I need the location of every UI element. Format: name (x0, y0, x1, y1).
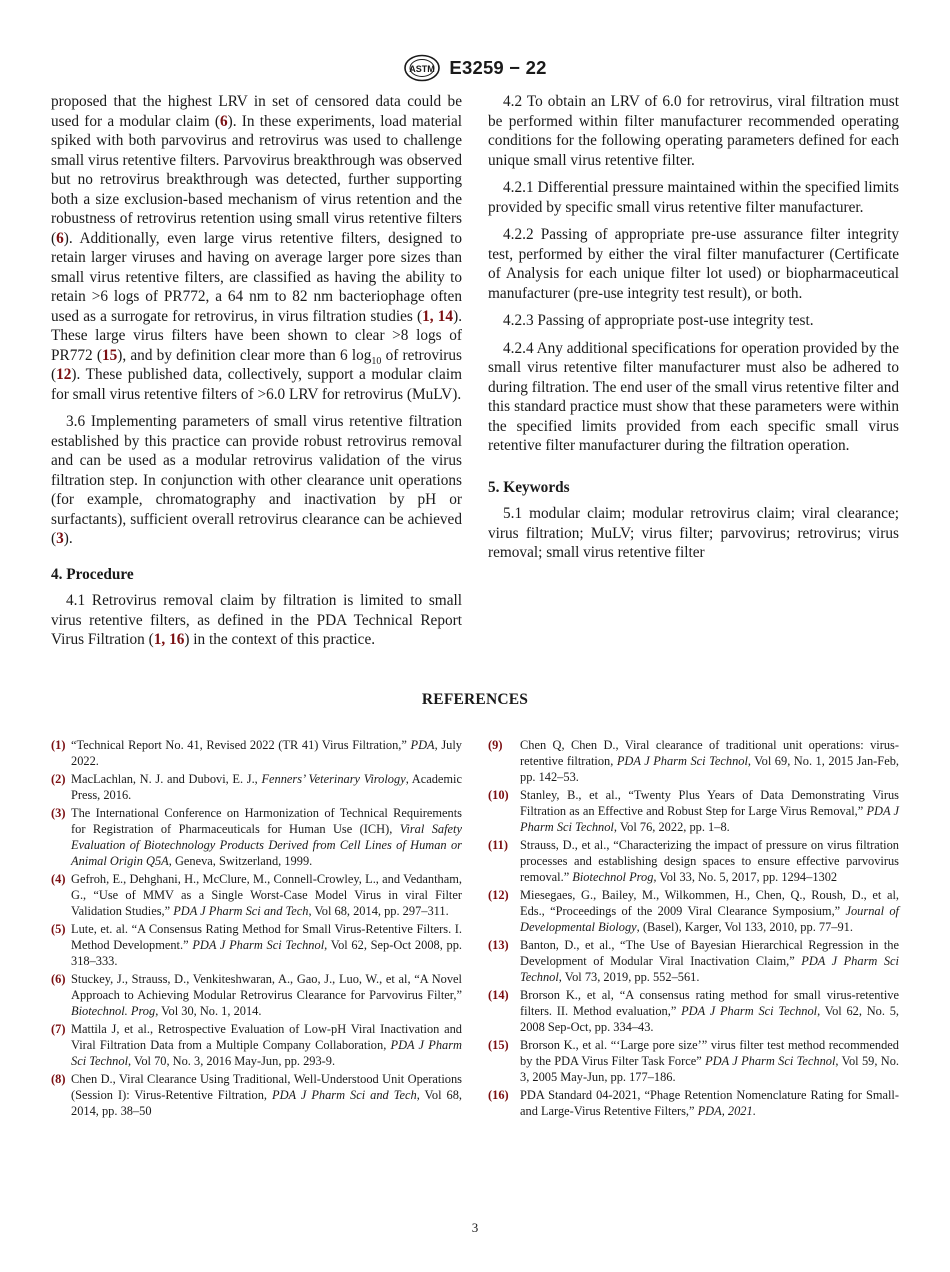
section-heading-keywords: 5. Keywords (488, 478, 570, 496)
standard-designation: E3259 − 22 (449, 57, 547, 78)
reference-item: (1) “Technical Report No. 41, Revised 2022 (TR 41) Virus Filtration,” PDA, July 2022. (51, 738, 462, 768)
reference-item: (9) Chen Q, Chen D., Viral clearance of traditional unit operations: virus-retentive filtration, PDA J Pharm Sci Technol, Vol 69, No. 1, 2015 Jan-Feb, pp. 142–53. (488, 738, 899, 784)
reference-item: (13) Banton, D., et al., “The Use of Bayesian Hierarchical Regression in the Development of Modular Viral Inactivation Claim,” PDA J Pharm Sci Technol, Vol 73, 2019, pp. 552–561. (488, 938, 899, 984)
section-heading-procedure: 4. Procedure (51, 565, 134, 583)
references-right (488, 737, 899, 1121)
astm-logo-text: ASTM (409, 64, 436, 74)
reference-item: (14) Brorson K., et al, “A consensus rating method for small virus-retentive filters. II. Method evaluation,” PDA J Pharm Sci Technol, Vol 62, No. 5, 2008 Sep-Oct, pp. 334–43. (488, 988, 900, 1034)
page-header (0, 54, 950, 82)
paragraph-4-2-3: 4.2.3 Passing of appropriate post-use integrity test. (503, 312, 814, 329)
paragraph-4-2-4: 4.2.4 Any additional specifications for operation provided by the small virus retentive filter manufacturer must also be adhered to during filtration. The end user of the small virus retentive filter and this standard practice must show that these parameters were within the specified limits provided from each specific small virus retentive filter manufacturer during the filtration operation. (488, 339, 899, 454)
reference-item: (11) Strauss, D., et al., “Characterizing the impact of pressure on virus filtration processes and establishing design spaces to ensure effective parvovirus removal.” Biotechnol Prog, Vol 33, No. 5, 2017, pp. 1294–1302 (488, 838, 899, 884)
astm-logo-icon (403, 54, 441, 82)
citation-link[interactable]: 1, 14 (422, 307, 454, 325)
reference-item: (6) Stuckey, J., Strauss, D., Venkiteshwaran, A., Gao, J., Luo, W., et al, “A Novel Approach to Achieving Modular Retrovirus Clearance for Parvovirus Filter,” Biotechnol. Prog, Vol 30, No. 1, 2014. (51, 972, 462, 1018)
left-column (51, 92, 462, 658)
reference-item: (10) Stanley, B., et al., “Twenty Plus Years of Data Demonstrating Virus Filtration as an Effective and Robust Step for Large Virus Removal,” PDA J Pharm Sci Technol, Vol 76, 2022, pp. 1–8. (488, 788, 899, 834)
reference-item: (8) Chen D., Viral Clearance Using Traditional, Well-Understood Unit Operations (Session I): Virus-Retentive Filtration, PDA J Pharm Sci and Tech, Vol 68, 2014, pp. 38–50 (51, 1072, 462, 1118)
reference-item: (15) Brorson K., et al. “‘Large pore size’” virus filter test method recommended by the PDA Virus Filter Task Force” PDA J Pharm Sci Technol, Vol 59, No. 3, 2005 May-Jun, pp. 177–186. (488, 1038, 900, 1084)
reference-item: (12) Miesegaes, G., Bailey, M., Wilkommen, H., Chen, Q., Roush, D., et al, Eds., “Proceedings of the 2009 Viral Clearance Symposium,” Journal of Developmental Biology, (Basel), Karger, Vol 133, 2010, pp. 77–91. (488, 888, 899, 934)
reference-item: (7) Mattila J, et al., Retrospective Evaluation of Low-pH Viral Inactivation and Viral Filtration Data from a Multiple Company Collaboration, PDA J Pharm Sci Technol, Vol 70, No. 3, 2016 May-Jun, pp. 293-9. (51, 1022, 462, 1068)
citation-link[interactable]: 15 (101, 346, 118, 364)
reference-item: (3) The International Conference on Harmonization of Technical Requirements for Registration of Pharmaceuticals for Human Use (ICH), Viral Safety Evaluation of Biotechnology Products Derived from Cell Lines of Human or Animal Origin Q5A, Geneva, Switzerland, 1999. (51, 806, 462, 868)
paragraph-4-1: 4.1 Retrovirus removal claim by filtration is limited to small virus retentive filters, as defined in the PDA Technical Report Virus Filtration (1, 16) in the context of this practice. (51, 592, 462, 648)
page-number: 3 (471, 1220, 479, 1235)
references-title: REFERENCES (421, 691, 529, 708)
citation-link[interactable]: 6 (219, 112, 228, 130)
citation-link[interactable]: 1, 16 (153, 631, 185, 648)
right-column (488, 92, 899, 571)
paragraph-5-1: 5.1 modular claim; modular retrovirus claim; viral clearance; virus filtration; MuLV; virus filter; parvovirus; retrovirus; virus removal; small virus retentive filter (488, 505, 899, 561)
paragraph-3-5-continued: proposed that the highest LRV in set of censored data could be used for a modular claim (6). In these experiments, load material spiked with both parvovirus and retrovirus was used to challenge small virus retentive filters. Parvovirus breakthrough was observed but no retrovirus breakthrough was detected, further supporting both a size exclusion-based mechanism of virus retention and the robustness of retrovirus retention using small virus retentive filters (6). Additionally, even large virus retentive filters, designed to retain larger viruses and having on average larger pore sizes than small virus retentive filters, are classified as having the ability to retain >6 logs of PR772, a 64 nm to 82 nm bacteriophage often used as a surrogate for retrovirus, in virus filtration studies (1, 14). These large virus filters have been shown to clear >8 logs of PR772 (15), and by definition clear more than 6 $\log_{10}$ of retrovirus (12). These published data, collectively, support a modular claim for small virus retentive filters of >6.0 LRV for retrovirus (MuLV). (51, 93, 463, 403)
paragraph-4-2-1: 4.2.1 Differential pressure maintained within the specified limits provided by specific small virus retentive filter manufacturer. (488, 179, 899, 216)
paragraph-3-6: 3.6 Implementing parameters of small virus retentive filtration established by this practice can provide robust retrovirus removal and can be used as a modular retrovirus validation of the virus filtration step. In conjunction with other clearance unit operations (for example, chromatography and inactivation by pH or surfactants), sufficient overall retrovirus clearance can be achieved (3). (51, 413, 462, 547)
reference-item: (4) Gefroh, E., Dehghani, H., McClure, M., Connell-Crowley, L., and Vedantham, G., “Use of MMV as a Single Worst-Case Model Virus in viral Filter Validation Studies,” PDA J Pharm Sci and Tech, Vol 68, 2014, pp. 297–311. (51, 872, 462, 918)
reference-item: (16) PDA Standard 04-2021, “Phage Retention Nomenclature Rating for Small- and Large-Virus Retentive Filters,” PDA, 2021. (488, 1088, 899, 1118)
reference-item: (5) Lute, et. al. “A Consensus Rating Method for Small Virus-Retentive Filters. I. Method Development.” PDA J Pharm Sci Technol, Vol 62, Sep-Oct 2008, pp. 318–333. (51, 922, 463, 968)
citation-link[interactable]: 6 (56, 229, 64, 247)
citation-link[interactable]: 12 (56, 366, 72, 383)
references-left (51, 737, 462, 1121)
paragraph-4-2-2: 4.2.2 Passing of appropriate pre-use assurance filter integrity test, performed by either the viral filter manufacturer (Certificate of Analysis for each unique filter lot used) or biopharmaceutical manufacturer (pre-use integrity test result), or both. (488, 226, 899, 302)
reference-item: (2) MacLachlan, N. J. and Dubovi, E. J., Fenners’ Veterinary Virology, Academic Press, 2016. (51, 772, 462, 802)
citation-link[interactable]: 3 (56, 530, 64, 547)
paragraph-4-2: 4.2 To obtain an LRV of 6.0 for retrovirus, viral filtration must be performed within filter manufacturer recommended operating conditions for the following operating parameters defined for each unique small virus retentive filter. (488, 93, 899, 169)
